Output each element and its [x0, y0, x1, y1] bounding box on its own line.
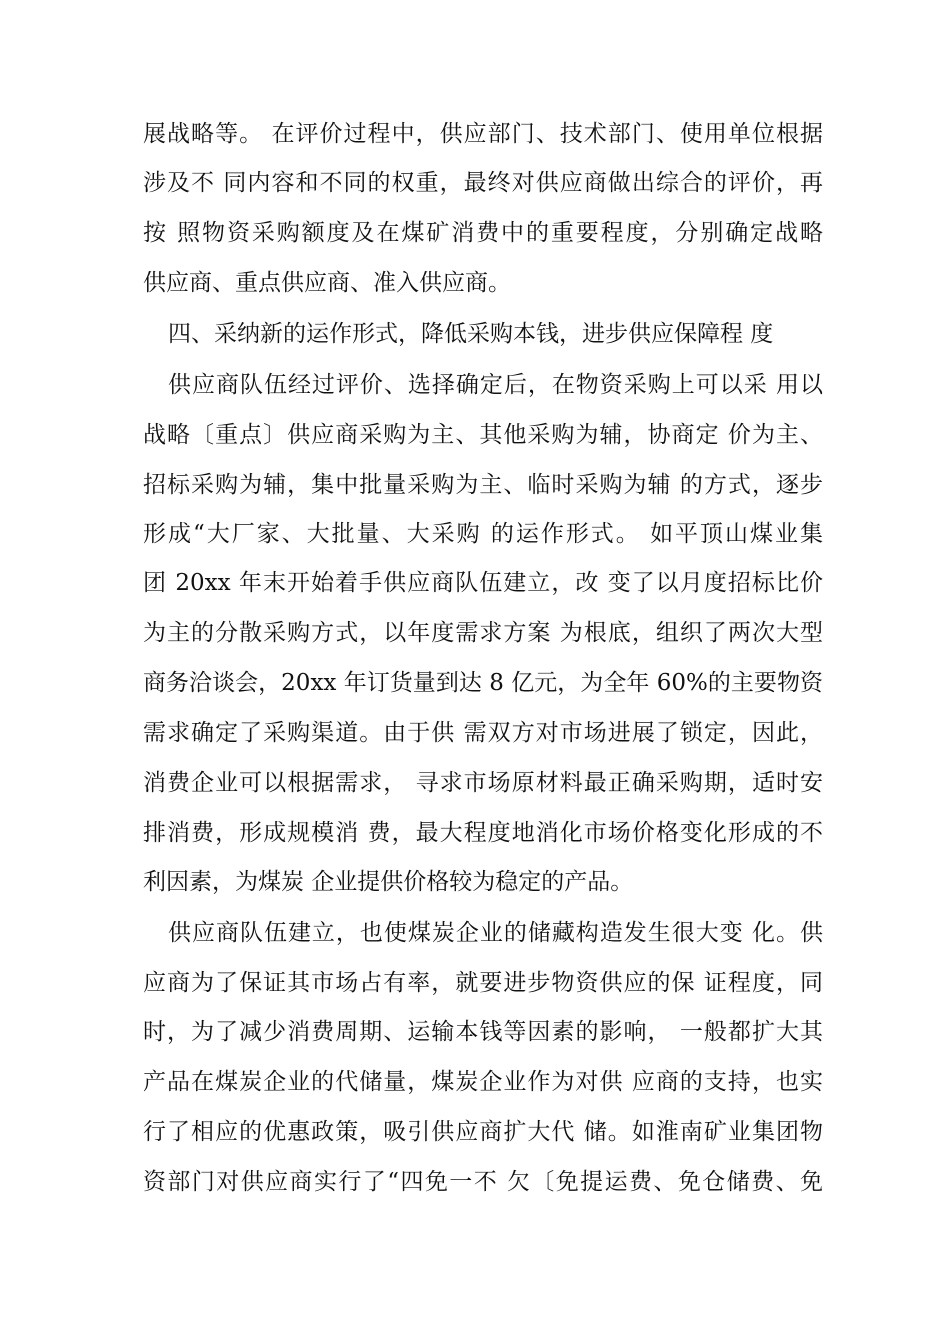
text-line: 为主的分散采购方式，以年度需求方案 为根底，组织了两次大型	[143, 620, 823, 646]
text-line: 行了相应的优惠政策，吸引供应商扩大代 储。如淮南矿业集团物	[143, 1119, 823, 1145]
text-line: 招标采购为辅，集中批量采购为主、临时采购为辅 的方式，逐步	[143, 472, 823, 498]
text-line: 消费企业可以根据需求， 寻求市场原材料最正确采购期，适时安	[143, 770, 823, 796]
text-line: 时，为了减少消费周期、运输本钱等因素的影响， 一般都扩大其	[143, 1019, 823, 1045]
section-heading: 四、采纳新的运作形式，降低采购本钱，进步供应保障程 度	[168, 321, 774, 347]
text-line: 资部门对供应商实行了“四免一不 欠〔免提运费、免仓储费、免	[143, 1169, 823, 1195]
text-line: 形成“大厂家、大批量、大采购 的运作形式。 如平顶山煤业集	[143, 521, 823, 547]
text-line: 产品在煤炭企业的代储量，煤炭企业作为对供 应商的支持，也实	[143, 1069, 823, 1095]
text-line: 涉及不 同内容和不同的权重，最终对供应商做出综合的评价，再	[143, 170, 823, 196]
text-line: 供应商、重点供应商、准入供应商。	[143, 270, 511, 296]
text-line: 按 照物资采购额度及在煤矿消费中的重要程度，分别确定战略	[143, 220, 823, 246]
text-line: 团 20xx 年末开始着手供应商队伍建立，改 变了以月度招标比价	[143, 570, 823, 596]
text-line: 战略〔重点〕供应商采购为主、其他采购为辅，协商定 价为主、	[143, 422, 823, 448]
text-line: 排消费，形成规模消 费，最大程度地消化市场价格变化形成的不	[143, 820, 823, 846]
text-line: 需求确定了采购渠道。由于供 需双方对市场进展了锁定，因此，	[143, 720, 823, 746]
text-line: 供应商队伍建立，也使煤炭企业的储藏构造发生很大变 化。供	[168, 920, 823, 946]
text-line: 应商为了保证其市场占有率，就要进步物资供应的保 证程度，同	[143, 970, 823, 996]
text-line: 供应商队伍经过评价、选择确定后，在物资采购上可以采 用以	[168, 372, 823, 398]
text-line: 展战略等。 在评价过程中，供应部门、技术部门、使用单位根据	[143, 121, 823, 147]
text-line: 商务洽谈会，20xx 年订货量到达 8 亿元，为全年 60%的主要物资	[143, 670, 823, 696]
text-line: 利因素，为煤炭 企业提供价格较为稳定的产品。	[143, 869, 634, 895]
